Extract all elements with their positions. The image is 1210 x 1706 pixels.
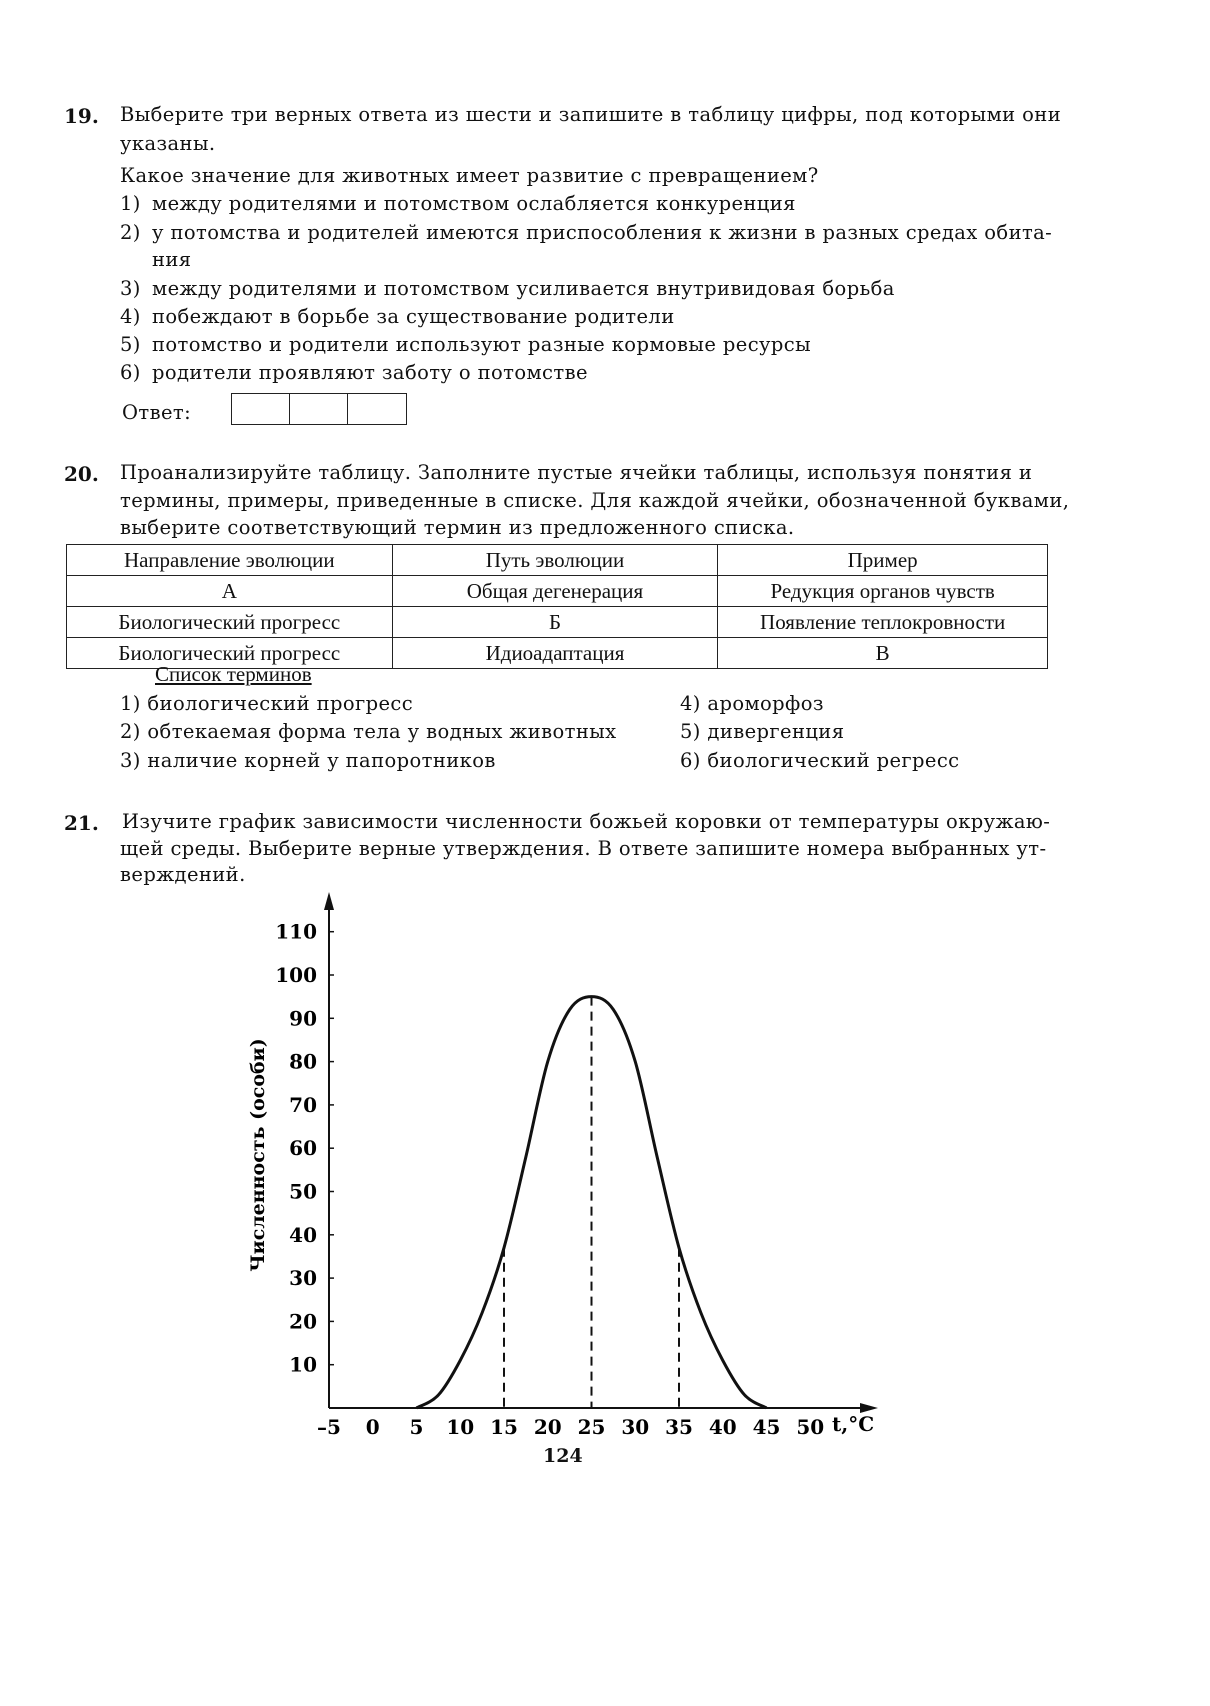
chart-axes <box>324 892 878 1413</box>
x-ticks <box>317 1415 824 1439</box>
dashed-lines <box>504 997 679 1408</box>
q19-option: 4) побеждают в борьбе за существование родители <box>120 305 675 328</box>
table-row <box>67 607 1048 638</box>
q19-text-line1: Выберите три верных ответа из шести и запишите в таблицу цифры, под которыми они <box>120 103 1062 126</box>
y-tick-label: 80 <box>289 1049 317 1074</box>
x-tick-label: 40 <box>708 1415 737 1439</box>
q21-number: 21. <box>64 811 99 835</box>
y-tick-label: 20 <box>289 1309 317 1334</box>
y-tick-label: 100 <box>275 963 317 987</box>
term-item: 1) биологический прогресс <box>120 692 414 715</box>
answer-label: Ответ: <box>122 401 192 424</box>
table-row <box>67 576 1048 607</box>
x-axis-label: t,°C <box>832 1412 875 1436</box>
x-tick-label: 15 <box>490 1415 518 1439</box>
answer-cell[interactable] <box>348 394 406 424</box>
table-header-cell: Пример <box>718 545 1048 576</box>
term-item: 4) ароморфоз <box>680 692 824 715</box>
table-cell: Б <box>392 607 718 638</box>
table-cell: Появление теплокровности <box>718 607 1048 638</box>
y-tick-label: 50 <box>289 1179 317 1204</box>
x-tick-label: –5 <box>317 1415 341 1439</box>
term-item: 3) наличие корней у папоротников <box>120 749 496 772</box>
term-item: 2) обтекаемая форма тела у водных животных <box>120 720 617 743</box>
y-tick-label: 70 <box>289 1092 317 1117</box>
q19-question: Какое значение для животных имеет развитие с превращением? <box>120 164 819 187</box>
q19-option-continued: ния <box>152 248 192 271</box>
q19-option: 1) между родителями и потомством ослабляется конкуренция <box>120 192 796 215</box>
q21-text-line3: верждений. <box>120 863 246 886</box>
table-cell: В <box>718 638 1048 669</box>
answer-cell[interactable] <box>290 394 348 424</box>
answer-box[interactable] <box>231 393 407 425</box>
x-tick-label: 0 <box>365 1415 380 1439</box>
q19-number: 19. <box>64 104 99 128</box>
y-axis-arrow <box>324 892 334 910</box>
term-item: 5) дивергенция <box>680 720 845 743</box>
q21-text-line1: Изучите график зависимости численности божьей коровки от температуры окружаю- <box>122 810 1051 833</box>
q19-option: 6) родители проявляют заботу о потомстве <box>120 361 588 384</box>
evolution-table <box>66 544 1048 669</box>
y-tick-label: 10 <box>289 1352 317 1377</box>
population-chart <box>240 890 900 1450</box>
table-cell: Биологический прогресс <box>67 638 393 669</box>
q20-text-line2: термины, примеры, приведенные в списке. Для каждой ячейки, обозначенной буквами, <box>120 489 1070 512</box>
y-tick-label: 40 <box>289 1222 317 1247</box>
table-header-row <box>67 545 1048 576</box>
y-tick-label: 90 <box>289 1006 317 1031</box>
q21-text-line2: щей среды. Выберите верные утверждения. В ответе запишите номера выбранных ут- <box>120 837 1047 860</box>
q19-option: 3) между родителями и потомством усиливается внутривидовая борьба <box>120 277 895 300</box>
x-tick-label: 5 <box>409 1415 424 1439</box>
y-axis-label: Численность (особи) <box>247 1038 269 1272</box>
q20-text-line1: Проанализируйте таблицу. Заполните пустые ячейки таблицы, используя понятия и <box>120 461 1033 484</box>
y-ticks <box>275 920 334 1377</box>
answer-cell[interactable] <box>232 394 290 424</box>
terms-title: Список терминов <box>155 662 312 686</box>
table-cell: Редукция органов чувств <box>718 576 1048 607</box>
page-number: 124 <box>543 1445 583 1467</box>
q20-text-line3: выберите соответствующий термин из предложенного списка. <box>120 516 795 539</box>
term-item: 6) биологический регресс <box>680 749 960 772</box>
x-tick-label: 30 <box>621 1415 650 1439</box>
x-tick-label: 20 <box>533 1415 562 1439</box>
x-tick-label: 45 <box>752 1415 781 1439</box>
x-tick-label: 50 <box>796 1415 825 1439</box>
table-cell: А <box>67 576 393 607</box>
x-tick-label: 10 <box>446 1415 475 1439</box>
x-tick-label: 25 <box>577 1415 606 1439</box>
q19-text-line2: указаны. <box>120 132 216 155</box>
table-cell: Общая дегенерация <box>392 576 718 607</box>
table-cell: Идиоадаптация <box>392 638 718 669</box>
table-header-cell: Путь эволюции <box>392 545 718 576</box>
y-tick-label: 60 <box>289 1136 317 1161</box>
y-tick-label: 110 <box>275 919 317 944</box>
q19-option: 5) потомство и родители используют разные кормовые ресурсы <box>120 333 812 356</box>
table-cell: Биологический прогресс <box>67 607 393 638</box>
q20-number: 20. <box>64 462 99 486</box>
y-tick-label: 30 <box>289 1266 317 1291</box>
x-tick-label: 35 <box>665 1415 693 1439</box>
table-header-cell: Направление эволюции <box>67 545 393 576</box>
q19-option: 2) у потомства и родителей имеются приспособления к жизни в разных средах обита- <box>120 221 1053 244</box>
